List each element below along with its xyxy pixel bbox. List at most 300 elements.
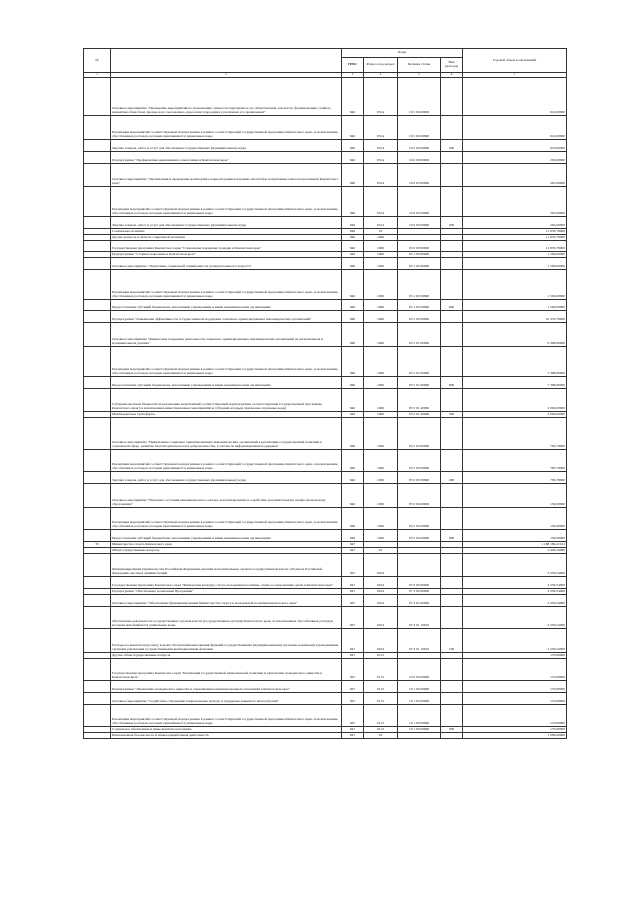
row-csr: 07 3 01 00000 bbox=[398, 595, 441, 607]
row-vr: 200 bbox=[441, 140, 463, 152]
row-razdel: 0104 bbox=[364, 607, 398, 629]
row-sum: 785,78000 bbox=[463, 418, 567, 450]
row-vr: 500 bbox=[441, 412, 463, 418]
row-vr bbox=[441, 484, 463, 508]
row-name: Подпрограмма "Профилактика наркомании и алкоголизма в Камчатском крае" bbox=[111, 152, 342, 164]
table-row bbox=[84, 300, 567, 311]
index-cell: 7 bbox=[463, 73, 567, 78]
row-name: Государственная программа Камчатского края "Реализация государственной национальной политики и укрепление гражданского единства в Камчатском крае" bbox=[111, 659, 342, 681]
row-grbs: 847 bbox=[342, 705, 364, 727]
row-grbs: 846 bbox=[342, 217, 364, 229]
row-name: Обеспечение деятельности государственных органов власти (государственных органов) Камчатского края, за исключением обособленных расходов, которым присваиваются уникальные коды. bbox=[111, 607, 342, 629]
table-row bbox=[84, 681, 567, 693]
row-vr: 600 bbox=[441, 300, 463, 311]
row-vr bbox=[441, 241, 463, 252]
row-vr bbox=[441, 418, 463, 450]
row-grbs: 846 bbox=[342, 389, 364, 412]
row-grbs: 846 bbox=[342, 484, 364, 508]
table-row bbox=[84, 347, 567, 377]
row-razdel: 0314 bbox=[364, 152, 398, 164]
row-num bbox=[84, 508, 111, 530]
row-grbs: 846 bbox=[342, 270, 364, 300]
row-num bbox=[84, 681, 111, 693]
row-csr: 16 6 03 09990 bbox=[398, 187, 441, 217]
row-vr bbox=[441, 258, 463, 270]
row-name: Другие общегосударственные вопросы bbox=[111, 653, 342, 659]
row-csr: 16 6 03 00000 bbox=[398, 164, 441, 187]
row-csr: 05 5 00 00000 bbox=[398, 311, 441, 323]
row-grbs: 846 bbox=[342, 450, 364, 472]
row-csr: 16 5 04 09990 bbox=[398, 116, 441, 140]
row-grbs: 847 bbox=[342, 727, 364, 733]
row-name: Реализация мероприятий соответствующей подпрограммы в рамках соответствующей государственной программы Камчатского края, за исключением обособленных расходов, которым присваиваются уникальные коды bbox=[111, 187, 342, 217]
row-sum: 3 259,54000 bbox=[463, 589, 567, 595]
header-codes: Коды bbox=[342, 49, 463, 58]
row-sum: 150,00000 bbox=[463, 530, 567, 542]
row-razdel: 01 bbox=[364, 548, 398, 554]
row-grbs: 847 bbox=[342, 659, 364, 681]
row-csr: 05 5 01 40060 bbox=[398, 412, 441, 418]
row-vr bbox=[441, 508, 463, 530]
row-vr bbox=[441, 659, 463, 681]
row-sum: 150,00000 bbox=[463, 484, 567, 508]
row-sum: 265,00000 bbox=[463, 152, 567, 164]
table-row bbox=[84, 508, 567, 530]
row-name: Основное мероприятие "Изучение состояния некоммерческого сектора, консультирование и содействие дополнительному профессиональному образованию" bbox=[111, 484, 342, 508]
row-csr: 05 1 02 09990 bbox=[398, 300, 441, 311]
row-sum: 610,00000 bbox=[463, 116, 567, 140]
row-csr: 07 3 01 10010 bbox=[398, 629, 441, 653]
row-grbs: 846 bbox=[342, 472, 364, 484]
row-razdel: 0113 bbox=[364, 705, 398, 727]
header-vr: Вид расходов bbox=[441, 58, 463, 73]
row-name: Министерство спорта Камчатского края bbox=[111, 542, 342, 548]
row-razdel: 0314 bbox=[364, 217, 398, 229]
row-grbs: 847 bbox=[342, 681, 364, 693]
row-sum: 610,00000 bbox=[463, 140, 567, 152]
row-name: Реализация мероприятий соответствующей подпрограммы в рамках соответствующей государственной программы Камчатского края, за исключением обособленных расходов, которым присваиваются уникальные коды bbox=[111, 508, 342, 530]
row-sum: 265,00000 bbox=[463, 164, 567, 187]
row-sum: 9 398,00000 bbox=[463, 323, 567, 347]
row-sum: 11 833,78000 bbox=[463, 235, 567, 241]
budget-table bbox=[83, 48, 567, 739]
row-vr bbox=[441, 693, 463, 705]
table-row bbox=[84, 418, 567, 450]
row-name: Социальная политика bbox=[111, 229, 342, 235]
row-vr bbox=[441, 311, 463, 323]
row-razdel: 0113 bbox=[364, 653, 398, 659]
table-row bbox=[84, 241, 567, 252]
row-sum: 10 333,78000 bbox=[463, 311, 567, 323]
row-name: Основное мероприятие "Содействие сохранению национальных культур и поддержка языкового многообразия" bbox=[111, 693, 342, 705]
row-grbs: 846 bbox=[342, 229, 364, 235]
row-name: Реализация мероприятий соответствующей подпрограммы в рамках соответствующей государственной программы Камчатского края, за исключением обособленных расходов, которым присваиваются уникальные коды bbox=[111, 705, 342, 727]
row-name: Субсидии местным бюджетам на реализацию мероприятий соответствующей подпрограммы соответствующей государственной программы Камчатского края (за исключением инвестиционных мероприятий и субсидий, которым присвоены отдельные коды) bbox=[111, 389, 342, 412]
row-sum: 1 500,00000 bbox=[463, 270, 567, 300]
row-grbs: 846 bbox=[342, 412, 364, 418]
row-sum: 1 080,00000 bbox=[463, 733, 567, 739]
row-num bbox=[84, 530, 111, 542]
row-csr: 05 5 03 00000 bbox=[398, 418, 441, 450]
row-sum: 170,00000 bbox=[463, 705, 567, 727]
row-razdel: 1006 bbox=[364, 270, 398, 300]
row-num bbox=[84, 484, 111, 508]
row-grbs: 846 bbox=[342, 78, 364, 116]
table-row bbox=[84, 164, 567, 187]
row-name: Подпрограмма "Повышение эффективности государственной поддержки социально ориентированных некоммерческих организаций" bbox=[111, 311, 342, 323]
row-name: Основное мероприятие "Привлечение социально ориентированных некоммерческих организаций к реализации государственной политики в социальной сфере, развитие благотворительности и добровольчества, в том числе информационная поддержка" bbox=[111, 418, 342, 450]
row-vr: 300 bbox=[441, 727, 463, 733]
row-name: Предоставление субсидий бюджетным, автономным учреждениям и иным некоммерческим организациям bbox=[111, 300, 342, 311]
row-razdel: 0104 bbox=[364, 554, 398, 577]
table-row bbox=[84, 629, 567, 653]
row-sum: 11 833,78000 bbox=[463, 229, 567, 235]
row-sum: 7 398,00000 bbox=[463, 347, 567, 377]
row-csr: 19 1 03 09990 bbox=[398, 705, 441, 727]
row-vr bbox=[441, 389, 463, 412]
row-grbs: 846 bbox=[342, 530, 364, 542]
row-num bbox=[84, 418, 111, 450]
row-grbs: 847 bbox=[342, 653, 364, 659]
row-csr: 05 0 00 00000 bbox=[398, 241, 441, 252]
row-sum: 3 259,54000 bbox=[463, 595, 567, 607]
row-grbs: 846 bbox=[342, 323, 364, 347]
table-row bbox=[84, 116, 567, 140]
row-csr: 05 5 03 09990 bbox=[398, 472, 441, 484]
row-vr bbox=[441, 116, 463, 140]
row-sum: 265,00000 bbox=[463, 217, 567, 229]
row-grbs: 846 bbox=[342, 140, 364, 152]
row-razdel: 0314 bbox=[364, 164, 398, 187]
row-vr: 600 bbox=[441, 377, 463, 389]
row-razdel: 1006 bbox=[364, 311, 398, 323]
row-name: Основное мероприятие "Проведение мероприятий по разъяснению сущности терроризма и его общественной опасности, формированию стойкого неприятия обществом, прежде всего молодежью, идеологии терроризма в различных его проявлениях" bbox=[111, 78, 342, 116]
row-name: Закупка товаров, работ и услуг для обеспечения государственных (муниципальных) нужд bbox=[111, 140, 342, 152]
row-sum: 11 833,78000 bbox=[463, 241, 567, 252]
table-row bbox=[84, 607, 567, 629]
row-sum: 3 259,54000 bbox=[463, 554, 567, 577]
row-razdel: 1006 bbox=[364, 450, 398, 472]
row-razdel: 1006 bbox=[364, 530, 398, 542]
row-name: Предоставление субсидий бюджетным, автономным учреждениям и иным некоммерческим организациям bbox=[111, 530, 342, 542]
row-vr bbox=[441, 78, 463, 116]
row-grbs: 847 bbox=[342, 629, 364, 653]
row-num bbox=[84, 733, 111, 739]
row-name: Основное мероприятие "Финансовая поддержка деятельности социально ориентированных некоммерческих организаций на региональном и муниципальном уровнях" bbox=[111, 323, 342, 347]
table-row bbox=[84, 705, 567, 727]
row-razdel: 1006 bbox=[364, 484, 398, 508]
row-name: Межбюджетные трансферты bbox=[111, 412, 342, 418]
row-name: Реализация мероприятий соответствующей подпрограммы в рамках соответствующей государственной программы Камчатского края, за исключением обособленных расходов, которым присваиваются уникальные коды bbox=[111, 116, 342, 140]
row-num bbox=[84, 629, 111, 653]
row-num bbox=[84, 187, 111, 217]
row-csr: 16 6 03 09990 bbox=[398, 217, 441, 229]
row-num bbox=[84, 347, 111, 377]
row-csr: 05 5 04 09990 bbox=[398, 508, 441, 530]
row-vr: 200 bbox=[441, 472, 463, 484]
row-razdel: 1006 bbox=[364, 235, 398, 241]
row-num: 35 bbox=[84, 542, 111, 548]
row-razdel: 0104 bbox=[364, 577, 398, 589]
row-razdel: 0314 bbox=[364, 78, 398, 116]
row-razdel: 1006 bbox=[364, 377, 398, 389]
row-grbs: 846 bbox=[342, 347, 364, 377]
row-grbs: 847 bbox=[342, 733, 364, 739]
row-name: Подпрограмма "Старшее поколение в Камчатском крае" bbox=[111, 252, 342, 258]
row-num bbox=[84, 300, 111, 311]
row-num bbox=[84, 152, 111, 164]
row-razdel: 0314 bbox=[364, 140, 398, 152]
row-num bbox=[84, 116, 111, 140]
row-razdel: 1006 bbox=[364, 258, 398, 270]
row-sum: 3 429,54000 bbox=[463, 548, 567, 554]
header-num: № bbox=[84, 49, 111, 73]
row-sum: 2 000,00000 bbox=[463, 412, 567, 418]
index-cell: 5 bbox=[398, 73, 441, 78]
table-body bbox=[84, 78, 567, 739]
row-sum: 785,78000 bbox=[463, 472, 567, 484]
row-vr bbox=[441, 164, 463, 187]
row-name: Другие вопросы в области социальной политики bbox=[111, 235, 342, 241]
table-row bbox=[84, 595, 567, 607]
row-num bbox=[84, 472, 111, 484]
row-razdel: 1006 bbox=[364, 508, 398, 530]
row-grbs: 847 bbox=[342, 693, 364, 705]
row-num bbox=[84, 241, 111, 252]
row-name: Закупка товаров, работ и услуг для обеспечения государственных (муниципальных) нужд bbox=[111, 217, 342, 229]
row-grbs: 846 bbox=[342, 187, 364, 217]
row-grbs: 847 bbox=[342, 548, 364, 554]
table-row bbox=[84, 311, 567, 323]
row-vr: 200 bbox=[441, 217, 463, 229]
table-row bbox=[84, 78, 567, 116]
header-razdel: Раздел, под-раздел bbox=[364, 58, 398, 73]
row-razdel: 0104 bbox=[364, 589, 398, 595]
table-row bbox=[84, 472, 567, 484]
row-grbs: 847 bbox=[342, 589, 364, 595]
row-name: Предоставление субсидий бюджетным, автономным учреждениям и иным некоммерческим организациям bbox=[111, 377, 342, 389]
row-csr: 05 1 02 00000 bbox=[398, 258, 441, 270]
row-csr: 07 3 01 10010 bbox=[398, 607, 441, 629]
row-sum: 170,00000 bbox=[463, 659, 567, 681]
row-sum: 7 398,00000 bbox=[463, 377, 567, 389]
row-num bbox=[84, 258, 111, 270]
table-row bbox=[84, 577, 567, 589]
row-razdel: 1006 bbox=[364, 418, 398, 450]
header-annual: Годовой объем ассигнований bbox=[463, 49, 567, 73]
row-vr bbox=[441, 733, 463, 739]
row-sum: 265,00000 bbox=[463, 187, 567, 217]
row-vr: 600 bbox=[441, 530, 463, 542]
row-grbs: 846 bbox=[342, 311, 364, 323]
row-razdel: 1006 bbox=[364, 252, 398, 258]
row-vr bbox=[441, 595, 463, 607]
row-csr: 16 6 00 00000 bbox=[398, 152, 441, 164]
row-razdel: 0104 bbox=[364, 595, 398, 607]
table-row bbox=[84, 377, 567, 389]
row-csr: 05 5 04 09990 bbox=[398, 530, 441, 542]
table-row bbox=[84, 693, 567, 705]
row-num bbox=[84, 270, 111, 300]
row-csr: 19 0 00 00000 bbox=[398, 659, 441, 681]
row-num bbox=[84, 693, 111, 705]
row-grbs: 847 bbox=[342, 554, 364, 577]
row-grbs: 846 bbox=[342, 235, 364, 241]
row-sum: 170,00000 bbox=[463, 727, 567, 733]
table-row bbox=[84, 484, 567, 508]
row-num bbox=[84, 659, 111, 681]
row-num bbox=[84, 554, 111, 577]
table-row bbox=[84, 450, 567, 472]
row-sum: 1 188 189,21012 bbox=[463, 542, 567, 548]
row-vr: 100 bbox=[441, 629, 463, 653]
row-razdel: 1006 bbox=[364, 412, 398, 418]
row-razdel: 1006 bbox=[364, 323, 398, 347]
table-row bbox=[84, 323, 567, 347]
index-cell: 1 bbox=[84, 73, 111, 78]
header-name bbox=[111, 49, 342, 73]
row-vr bbox=[441, 187, 463, 217]
row-name: Подпрограмма "Обеспечение реализации Программы" bbox=[111, 589, 342, 595]
row-name: Основное мероприятие "Укрепление социальной защищенности граждан пожилого возраста" bbox=[111, 258, 342, 270]
row-grbs: 846 bbox=[342, 241, 364, 252]
row-razdel: 10 bbox=[364, 229, 398, 235]
row-csr bbox=[398, 733, 441, 739]
row-num bbox=[84, 607, 111, 629]
row-name: Национальная безопасность и правоохранительная деятельность bbox=[111, 733, 342, 739]
row-vr bbox=[441, 347, 463, 377]
row-name: Основное мероприятие "Обеспечение функционирования Министерства спорта и молодежной политики Камчатского края" bbox=[111, 595, 342, 607]
row-csr: 16 5 04 00000 bbox=[398, 78, 441, 116]
row-csr bbox=[398, 554, 441, 577]
row-sum: 170,00000 bbox=[463, 653, 567, 659]
row-num bbox=[84, 140, 111, 152]
row-vr bbox=[441, 607, 463, 629]
row-razdel: 0104 bbox=[364, 629, 398, 653]
row-grbs: 846 bbox=[342, 164, 364, 187]
row-num bbox=[84, 577, 111, 589]
row-grbs: 847 bbox=[342, 542, 364, 548]
row-sum: 1 500,00000 bbox=[463, 300, 567, 311]
table-row bbox=[84, 659, 567, 681]
row-csr: 05 5 01 09990 bbox=[398, 347, 441, 377]
row-num bbox=[84, 217, 111, 229]
row-razdel: 0314 bbox=[364, 187, 398, 217]
row-sum: 785,78000 bbox=[463, 450, 567, 472]
row-grbs: 846 bbox=[342, 252, 364, 258]
row-name: Основное мероприятие "Организация и проведение мониторинга наркоситуации и изучение масштабов потребления алкоголя населением Камчатского края" bbox=[111, 164, 342, 187]
index-cell: 4 bbox=[364, 73, 398, 78]
row-grbs: 847 bbox=[342, 595, 364, 607]
row-num bbox=[84, 595, 111, 607]
row-csr: 05 5 01 09990 bbox=[398, 377, 441, 389]
row-csr: 19 1 00 00000 bbox=[398, 681, 441, 693]
row-name: Реализация мероприятий соответствующей подпрограммы в рамках соответствующей государственной программы Камчатского края, за исключением обособленных расходов, которым присваиваются уникальные коды bbox=[111, 450, 342, 472]
row-csr: 19 1 03 00000 bbox=[398, 693, 441, 705]
row-csr: 05 5 01 00000 bbox=[398, 323, 441, 347]
row-razdel: 0113 bbox=[364, 727, 398, 733]
row-name: Реализация мероприятий соответствующей подпрограммы в рамках соответствующей государственной программы Камчатского края, за исключением обособленных расходов, которым присваиваются уникальные коды bbox=[111, 270, 342, 300]
row-num bbox=[84, 164, 111, 187]
row-num bbox=[84, 389, 111, 412]
row-vr bbox=[441, 152, 463, 164]
row-sum: 170,00000 bbox=[463, 681, 567, 693]
row-num bbox=[84, 705, 111, 727]
row-grbs: 846 bbox=[342, 377, 364, 389]
table-row bbox=[84, 140, 567, 152]
row-num bbox=[84, 377, 111, 389]
row-name: Социальное обеспечение и иные выплаты населению bbox=[111, 727, 342, 733]
row-razdel: 1006 bbox=[364, 300, 398, 311]
row-vr bbox=[441, 681, 463, 693]
row-csr: 05 1 02 09990 bbox=[398, 270, 441, 300]
row-grbs: 847 bbox=[342, 577, 364, 589]
row-csr: 05 1 00 00000 bbox=[398, 252, 441, 258]
row-grbs: 846 bbox=[342, 508, 364, 530]
row-name: Общегосударственные вопросы bbox=[111, 548, 342, 554]
row-csr: 19 1 03 09990 bbox=[398, 727, 441, 733]
index-cell: 6 bbox=[441, 73, 463, 78]
table-row bbox=[84, 270, 567, 300]
row-grbs: 846 bbox=[342, 116, 364, 140]
row-sum: 610,00000 bbox=[463, 78, 567, 116]
row-num bbox=[84, 323, 111, 347]
header-csr: Целевая статья bbox=[398, 58, 441, 73]
table-row bbox=[84, 217, 567, 229]
table-row bbox=[84, 389, 567, 412]
row-razdel: 0113 bbox=[364, 659, 398, 681]
row-csr: 07 3 00 00000 bbox=[398, 589, 441, 595]
row-name: Государственная программа Камчатского края "Социальная поддержка граждан в Камчатском крае" bbox=[111, 241, 342, 252]
row-razdel: 1006 bbox=[364, 347, 398, 377]
row-razdel: 1006 bbox=[364, 389, 398, 412]
index-cell: 3 bbox=[342, 73, 364, 78]
table-header bbox=[84, 49, 567, 78]
row-grbs: 847 bbox=[342, 607, 364, 629]
row-razdel: 0113 bbox=[364, 681, 398, 693]
row-num bbox=[84, 450, 111, 472]
row-num bbox=[84, 311, 111, 323]
table-row bbox=[84, 530, 567, 542]
row-vr bbox=[441, 577, 463, 589]
row-sum: 3 259,54000 bbox=[463, 607, 567, 629]
row-name: Государственная программа Камчатского края "Физическая культура, спорт, молодежная политика, отдых и оздоровление детей в Камчатском крае" bbox=[111, 577, 342, 589]
table-row bbox=[84, 554, 567, 577]
row-vr bbox=[441, 270, 463, 300]
row-grbs: 846 bbox=[342, 418, 364, 450]
row-name: Расходы на выплаты персоналу в целях обеспечения выполнения функций государственными (муниципальными) органами, казенными учреждениями, органами управления государственными внебюджетными фондами bbox=[111, 629, 342, 653]
row-sum: 170,00000 bbox=[463, 693, 567, 705]
row-sum: 3 259,54000 bbox=[463, 577, 567, 589]
row-grbs: 846 bbox=[342, 258, 364, 270]
row-grbs: 846 bbox=[342, 152, 364, 164]
row-sum: 1 500,00000 bbox=[463, 258, 567, 270]
table-row bbox=[84, 733, 567, 739]
row-csr: 07 0 00 00000 bbox=[398, 577, 441, 589]
row-name: Функционирование Правительства Российской Федерации, высших исполнительных органов государственной власти субъектов Российской Федерации, местных администраций bbox=[111, 554, 342, 577]
row-vr bbox=[441, 554, 463, 577]
table-row bbox=[84, 258, 567, 270]
row-vr bbox=[441, 323, 463, 347]
row-num bbox=[84, 78, 111, 116]
row-vr bbox=[441, 450, 463, 472]
row-name: Подпрограмма "Укрепление гражданского единства и гармонизация межнациональных отношений в Камчатском крае" bbox=[111, 681, 342, 693]
row-sum: 2 000,00000 bbox=[463, 389, 567, 412]
row-razdel: 1006 bbox=[364, 472, 398, 484]
row-sum: 1 500,00000 bbox=[463, 252, 567, 258]
row-razdel: 0314 bbox=[364, 116, 398, 140]
row-sum: 3 259,54000 bbox=[463, 629, 567, 653]
